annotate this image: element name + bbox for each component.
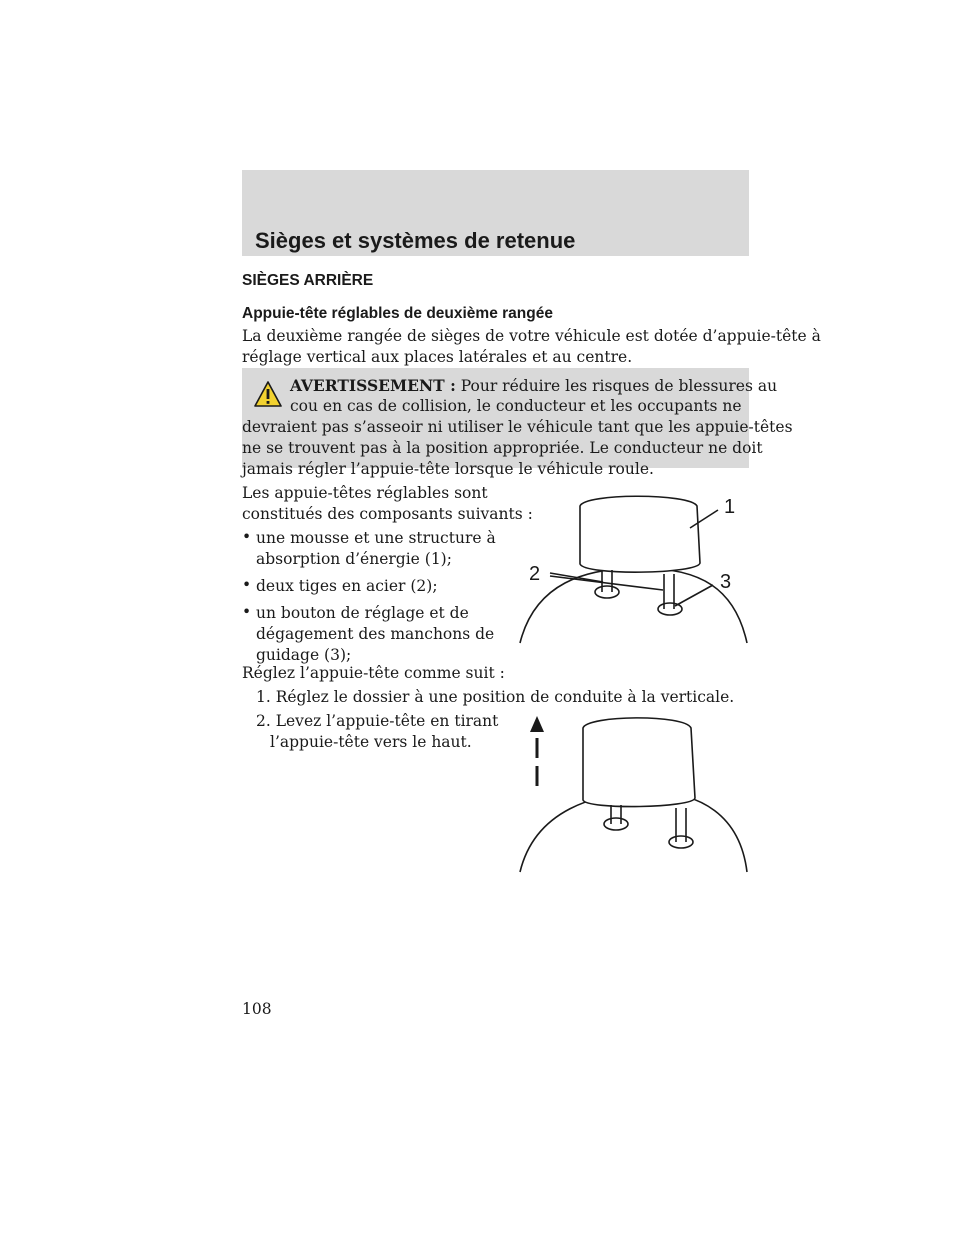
bullet-3: • — [242, 603, 252, 621]
headrest-figure-1 — [515, 488, 765, 648]
subheading: Appuie-tête réglables de deuxième rangée — [242, 305, 553, 322]
page-title: Sièges et systèmes de retenue — [255, 228, 576, 253]
callout-3: 3 — [720, 571, 732, 593]
list-item-1-line-2: absorption d’énergie (1); — [256, 550, 452, 568]
step-1: 1. Réglez le dossier à une position de conduite à la verticale. — [256, 688, 735, 706]
components-intro-1: Les appuie-têtes réglables sont — [242, 484, 488, 502]
callout-2: 2 — [529, 563, 541, 585]
intro-line-2: réglage vertical aux places latérales et au centre. — [242, 348, 633, 366]
step-2-line-1: 2. Levez l’appuie-tête en tirant — [256, 712, 499, 730]
list-item-3-line-1: un bouton de réglage et de — [256, 604, 469, 622]
list-item-2-line-1: deux tiges en acier (2); — [256, 577, 438, 595]
list-item-1-line-1: une mousse et une structure à — [256, 529, 496, 547]
page-number: 108 — [242, 1000, 272, 1018]
warning-line-3: devraient pas s’asseoir ni utiliser le véhicule tant que les appuie-têtes — [242, 418, 793, 436]
list-item-3-line-3: guidage (3); — [256, 646, 352, 664]
list-item-3-line-2: dégagement des manchons de — [256, 625, 495, 643]
adjust-intro: Réglez l’appuie-tête comme suit : — [242, 664, 505, 682]
warning-label: AVERTISSEMENT : — [290, 376, 456, 395]
warning-line-2: cou en cas de collision, le conducteur et les occupants ne — [290, 397, 742, 415]
warning-line-4: ne se trouvent pas à la position appropriée. Le conducteur ne doit — [242, 439, 763, 457]
headrest-figure-2 — [515, 710, 765, 875]
section-heading: SIÈGES ARRIÈRE — [242, 272, 374, 289]
step-2-line-2: l’appuie-tête vers le haut. — [270, 733, 472, 751]
intro-line-1: La deuxième rangée de sièges de votre véhicule est dotée d’appuie-tête à — [242, 327, 821, 345]
components-intro-2: constitués des composants suivants : — [242, 505, 533, 523]
warning-line-1 — [290, 375, 777, 397]
arrow-up-icon — [530, 716, 544, 786]
callout-1: 1 — [724, 496, 736, 518]
warning-line-5: jamais régler l’appuie-tête lorsque le véhicule roule. — [242, 460, 654, 478]
bullet-2: • — [242, 576, 252, 594]
bullet-1: • — [242, 528, 252, 546]
warning-text-1: Pour réduire les risques de blessures au — [460, 377, 778, 395]
warning-icon — [253, 380, 283, 408]
